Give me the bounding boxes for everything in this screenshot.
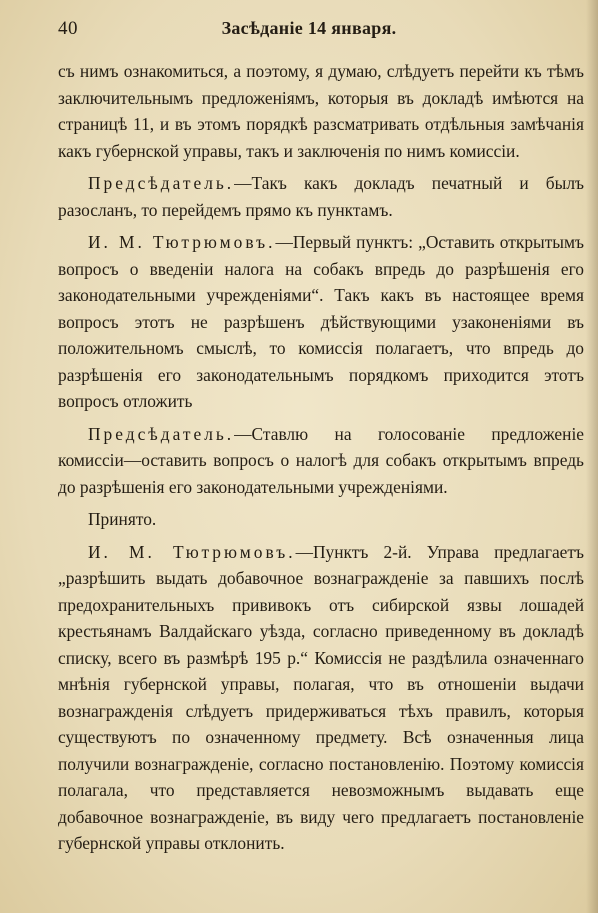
page-number: 40 [58,18,78,39]
page-body [58,58,584,863]
paragraph-text: —Ставлю на голосованіе предложеніе комиссіи—оставить вопросъ о налогѣ для собакъ открытымъ впредь до разрѣшенія его законодательными учрежденіями. [58,423,584,497]
paragraph [58,506,584,533]
page-header [58,18,560,44]
speaker-name: И. М. Тютрюмовъ. [88,541,296,562]
page-edge-shadow [586,0,598,913]
paragraph [58,58,584,164]
speaker-name: Предсѣдатель. [88,173,235,193]
paragraph-text: Принято. [88,509,157,529]
paragraph-text: съ нимъ ознакомиться, а поэтому, я думаю, слѣдуетъ перейти къ тѣмъ заключительнымъ предложеніямъ, которыя въ докладѣ имѣются на страницѣ 11, и въ этомъ порядкѣ разсматривать отдѣльныя замѣчанія какъ губернской управы, такъ и заключенія по нимъ комиссіи. [58,61,584,161]
paragraph [58,229,584,415]
paragraph-text: —Первый пунктъ: „Оставить открытымъ вопросъ о введеніи налога на собакъ впредь до разрѣшенія его законодательными учрежденіями“. Такъ какъ въ настоящее время вопросъ этотъ не разрѣшенъ дѣйствующими узаконеніями въ положительномъ смыслѣ, то комиссія полагаетъ, что впредь до разрѣшенія его законодательнымъ порядкомъ приходится этотъ вопросъ отложить [58,232,584,411]
paragraph [58,539,584,857]
paragraph-text: —Пунктъ 2-й. Управа предлагаетъ „разрѣшить выдать добавочное вознагражденіе за павшихъ послѣ предохранительныхъ прививокъ отъ сибирской язвы лошадей крестьянамъ Валдайскаго уѣзда, согласно приведенному въ докладѣ списку, всего въ размѣрѣ 195 р.“ Комиссія не раздѣлила означеннаго мнѣнія губернской управы, полагая, что въ отношеніи выдачи вознагражденія слѣдуетъ придерживаться тѣхъ правилъ, которыя существуютъ по означенному предмету. Всѣ означенныя лица получили вознагражденіе, согласно постановленію. Поэтому комиссія полагала, что представляется невозможнымъ выдавать еще добавочное вознагражденіе, въ виду чего предлагаетъ постановленіе губернской управы отклонить. [58,541,584,853]
speaker-name: И. М. Тютрюмовъ. [88,232,276,252]
speaker-name: Предсѣдатель. [88,423,235,444]
paragraph-text: —Такъ какъ докладъ печатный и былъ разосланъ, то перейдемъ прямо къ пунктамъ. [58,173,584,220]
running-title: Засѣданіе 14 января. [221,18,397,38]
paragraph [58,170,584,223]
paragraph [58,421,584,501]
